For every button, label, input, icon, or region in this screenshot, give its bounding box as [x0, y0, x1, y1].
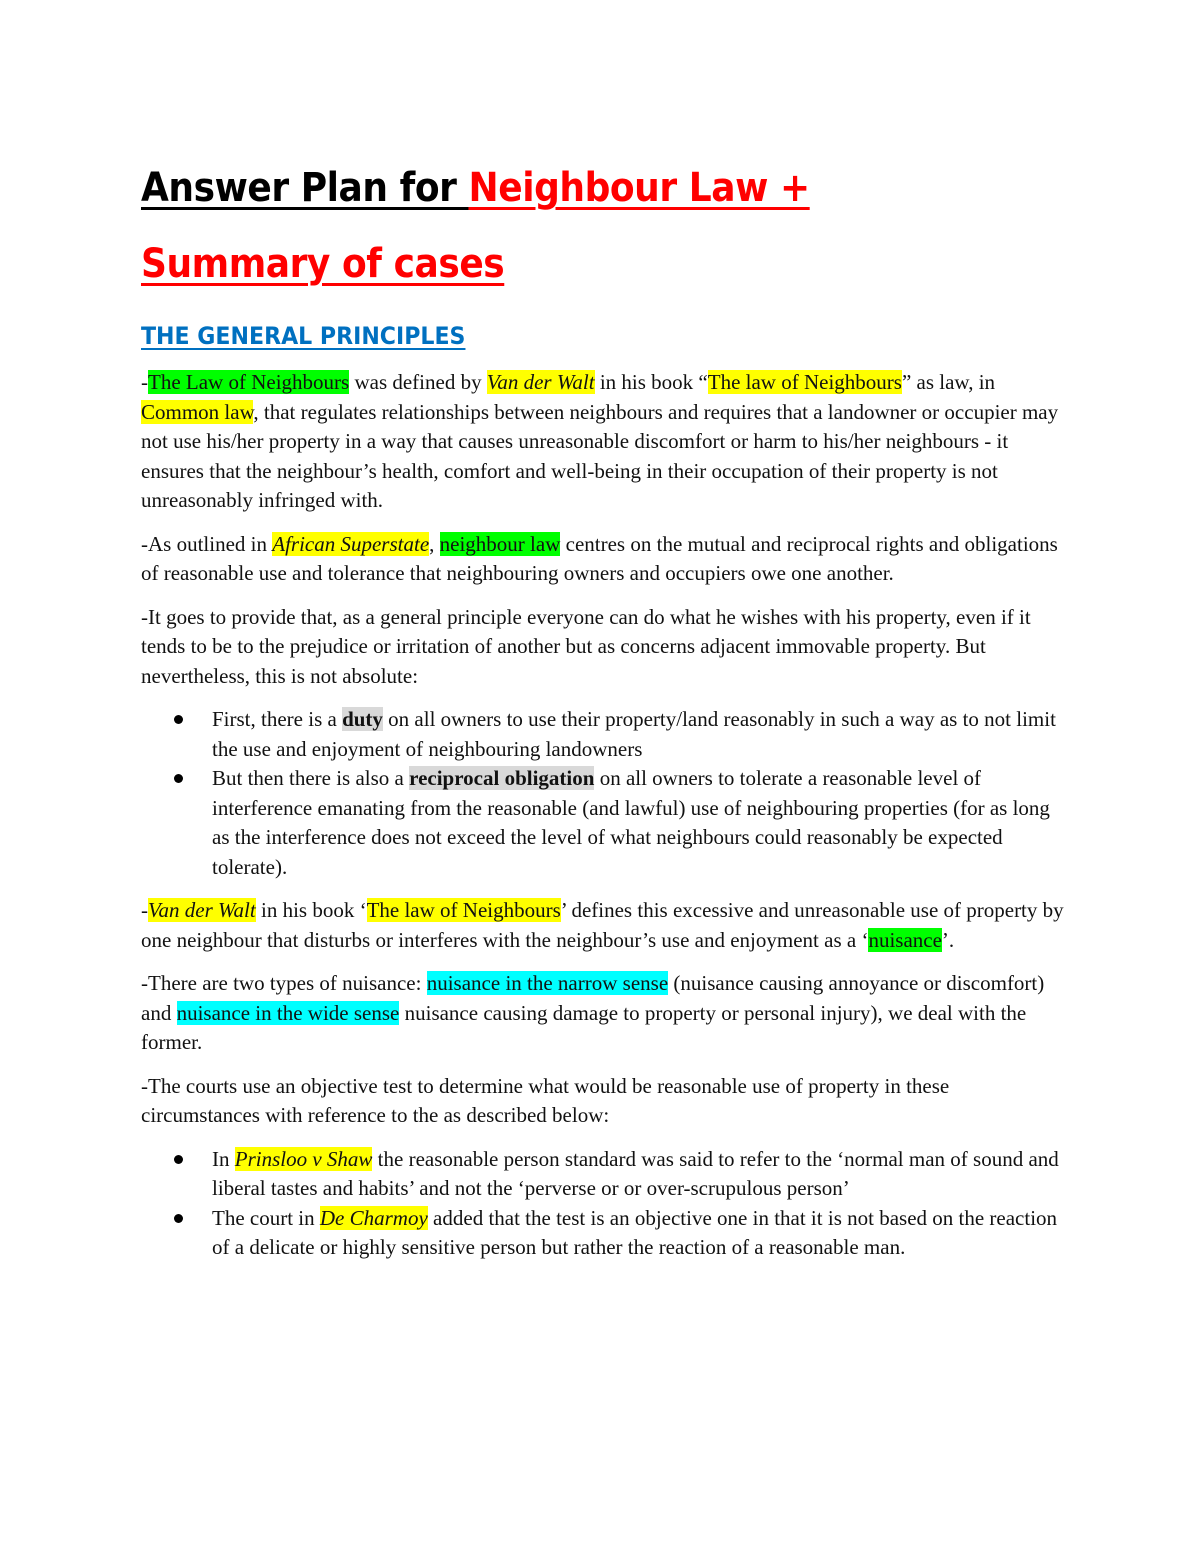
paragraph-african-superstate: -As outlined in African Superstate, neighbour law centres on the mutual and reciprocal rights and obligations of reasonable use and tolerance that neighbouring owners and occupiers owe one another.: [141, 531, 1058, 585]
highlight-prinsloo-v-shaw: Prinsloo v Shaw: [234, 1146, 373, 1171]
highlight-nuisance: nuisance: [868, 927, 942, 952]
highlight-wide-sense: nuisance in the wide sense: [176, 1000, 400, 1025]
paragraph-nuisance-definition: -Van der Walt in his book ‘The law of Neighbours’ defines this excessive and unreasonable use of property by one neighbour that disturbs or interferes with the neighbour’s use and enjoyment as a ‘nuisance’.: [141, 898, 1064, 952]
title-part-3: Summary of cases: [141, 241, 505, 287]
highlight-law-of-neighbours: The Law of Neighbours: [148, 370, 350, 394]
title-part-1: Answer Plan for: [141, 165, 469, 211]
section-heading: THE GENERAL PRINCIPLES: [141, 322, 466, 350]
highlight-de-charmoy: De Charmoy: [319, 1205, 428, 1230]
bullet-icon: [174, 1155, 183, 1164]
highlight-van-der-walt-2: Van der Walt: [148, 898, 256, 922]
paragraph-definition: -The Law of Neighbours was defined by Van der Walt in his book “The law of Neighbours” as law, in Common law, that regulates relationships between neighbours and requires that a landowner or occupier may not use his/her property in a way that causes unreasonable discomfort or harm to his/her neighbours - it ensures that the neighbour’s health, comfort and well-being in their occupation of their property is not unreasonably infringed with.: [141, 370, 1059, 512]
highlight-narrow-sense: nuisance in the narrow sense: [426, 971, 669, 995]
bullet-icon: [174, 1214, 183, 1223]
list-item: In Prinsloo v Shaw the reasonable person standard was said to refer to the ‘normal man of sound and liberal tastes and habits’ and not the ‘perverse or or over-scrupulous person’: [212, 1145, 1071, 1204]
list-item: But then there is also a reciprocal obligation on all owners to tolerate a reasonable level of interference emanating from the reasonable (and lawful) use of neighbouring properties (for as long as the interference does not exceed the level of what neighbours could reasonably be expected tolerate).: [212, 764, 1071, 882]
highlight-duty: duty: [342, 707, 383, 731]
bullet-list-cases: [141, 1145, 1071, 1263]
paragraph-nuisance-types: -There are two types of nuisance: nuisance in the narrow sense (nuisance causing annoyance or discomfort) and nuisance in the wide sense nuisance causing damage to property or personal injury), we deal with the former.: [141, 971, 1045, 1054]
paragraph-general-principle: -It goes to provide that, as a general principle everyone can do what he wishes with his property, even if it tends to be to the prejudice or irritation of another but as concerns adjacent immovable property. But nevertheless, this is not absolute:: [141, 604, 1031, 688]
paragraph-objective-test: -The courts use an objective test to determine what would be reasonable use of property in these circumstances with reference to the as described below:: [141, 1073, 950, 1127]
highlight-book-title: The law of Neighbours: [707, 370, 902, 394]
highlight-van-der-walt: Van der Walt: [486, 370, 595, 394]
highlight-common-law: Common law: [141, 399, 254, 424]
title-part-2: Neighbour Law +: [468, 165, 810, 211]
highlight-reciprocal-obligation: reciprocal obligation: [409, 766, 595, 790]
document-title: [141, 150, 1077, 302]
highlight-african-superstate: African Superstate: [272, 531, 430, 556]
list-item: The court in De Charmoy added that the test is an objective one in that it is not based on the reaction of a delicate or highly sensitive person but rather the reaction of a reasonable man.: [212, 1204, 1071, 1263]
bullet-icon: [174, 774, 183, 783]
list-item: First, there is a duty on all owners to use their property/land reasonably in such a way as to not limit the use and enjoyment of neighbouring landowners: [212, 705, 1071, 764]
highlight-book-title-2: The law of Neighbours: [366, 898, 561, 922]
document-page: [141, 150, 1071, 1277]
highlight-neighbour-law: neighbour law: [439, 531, 561, 556]
bullet-list-duties: [141, 705, 1071, 882]
bullet-icon: [174, 715, 183, 724]
